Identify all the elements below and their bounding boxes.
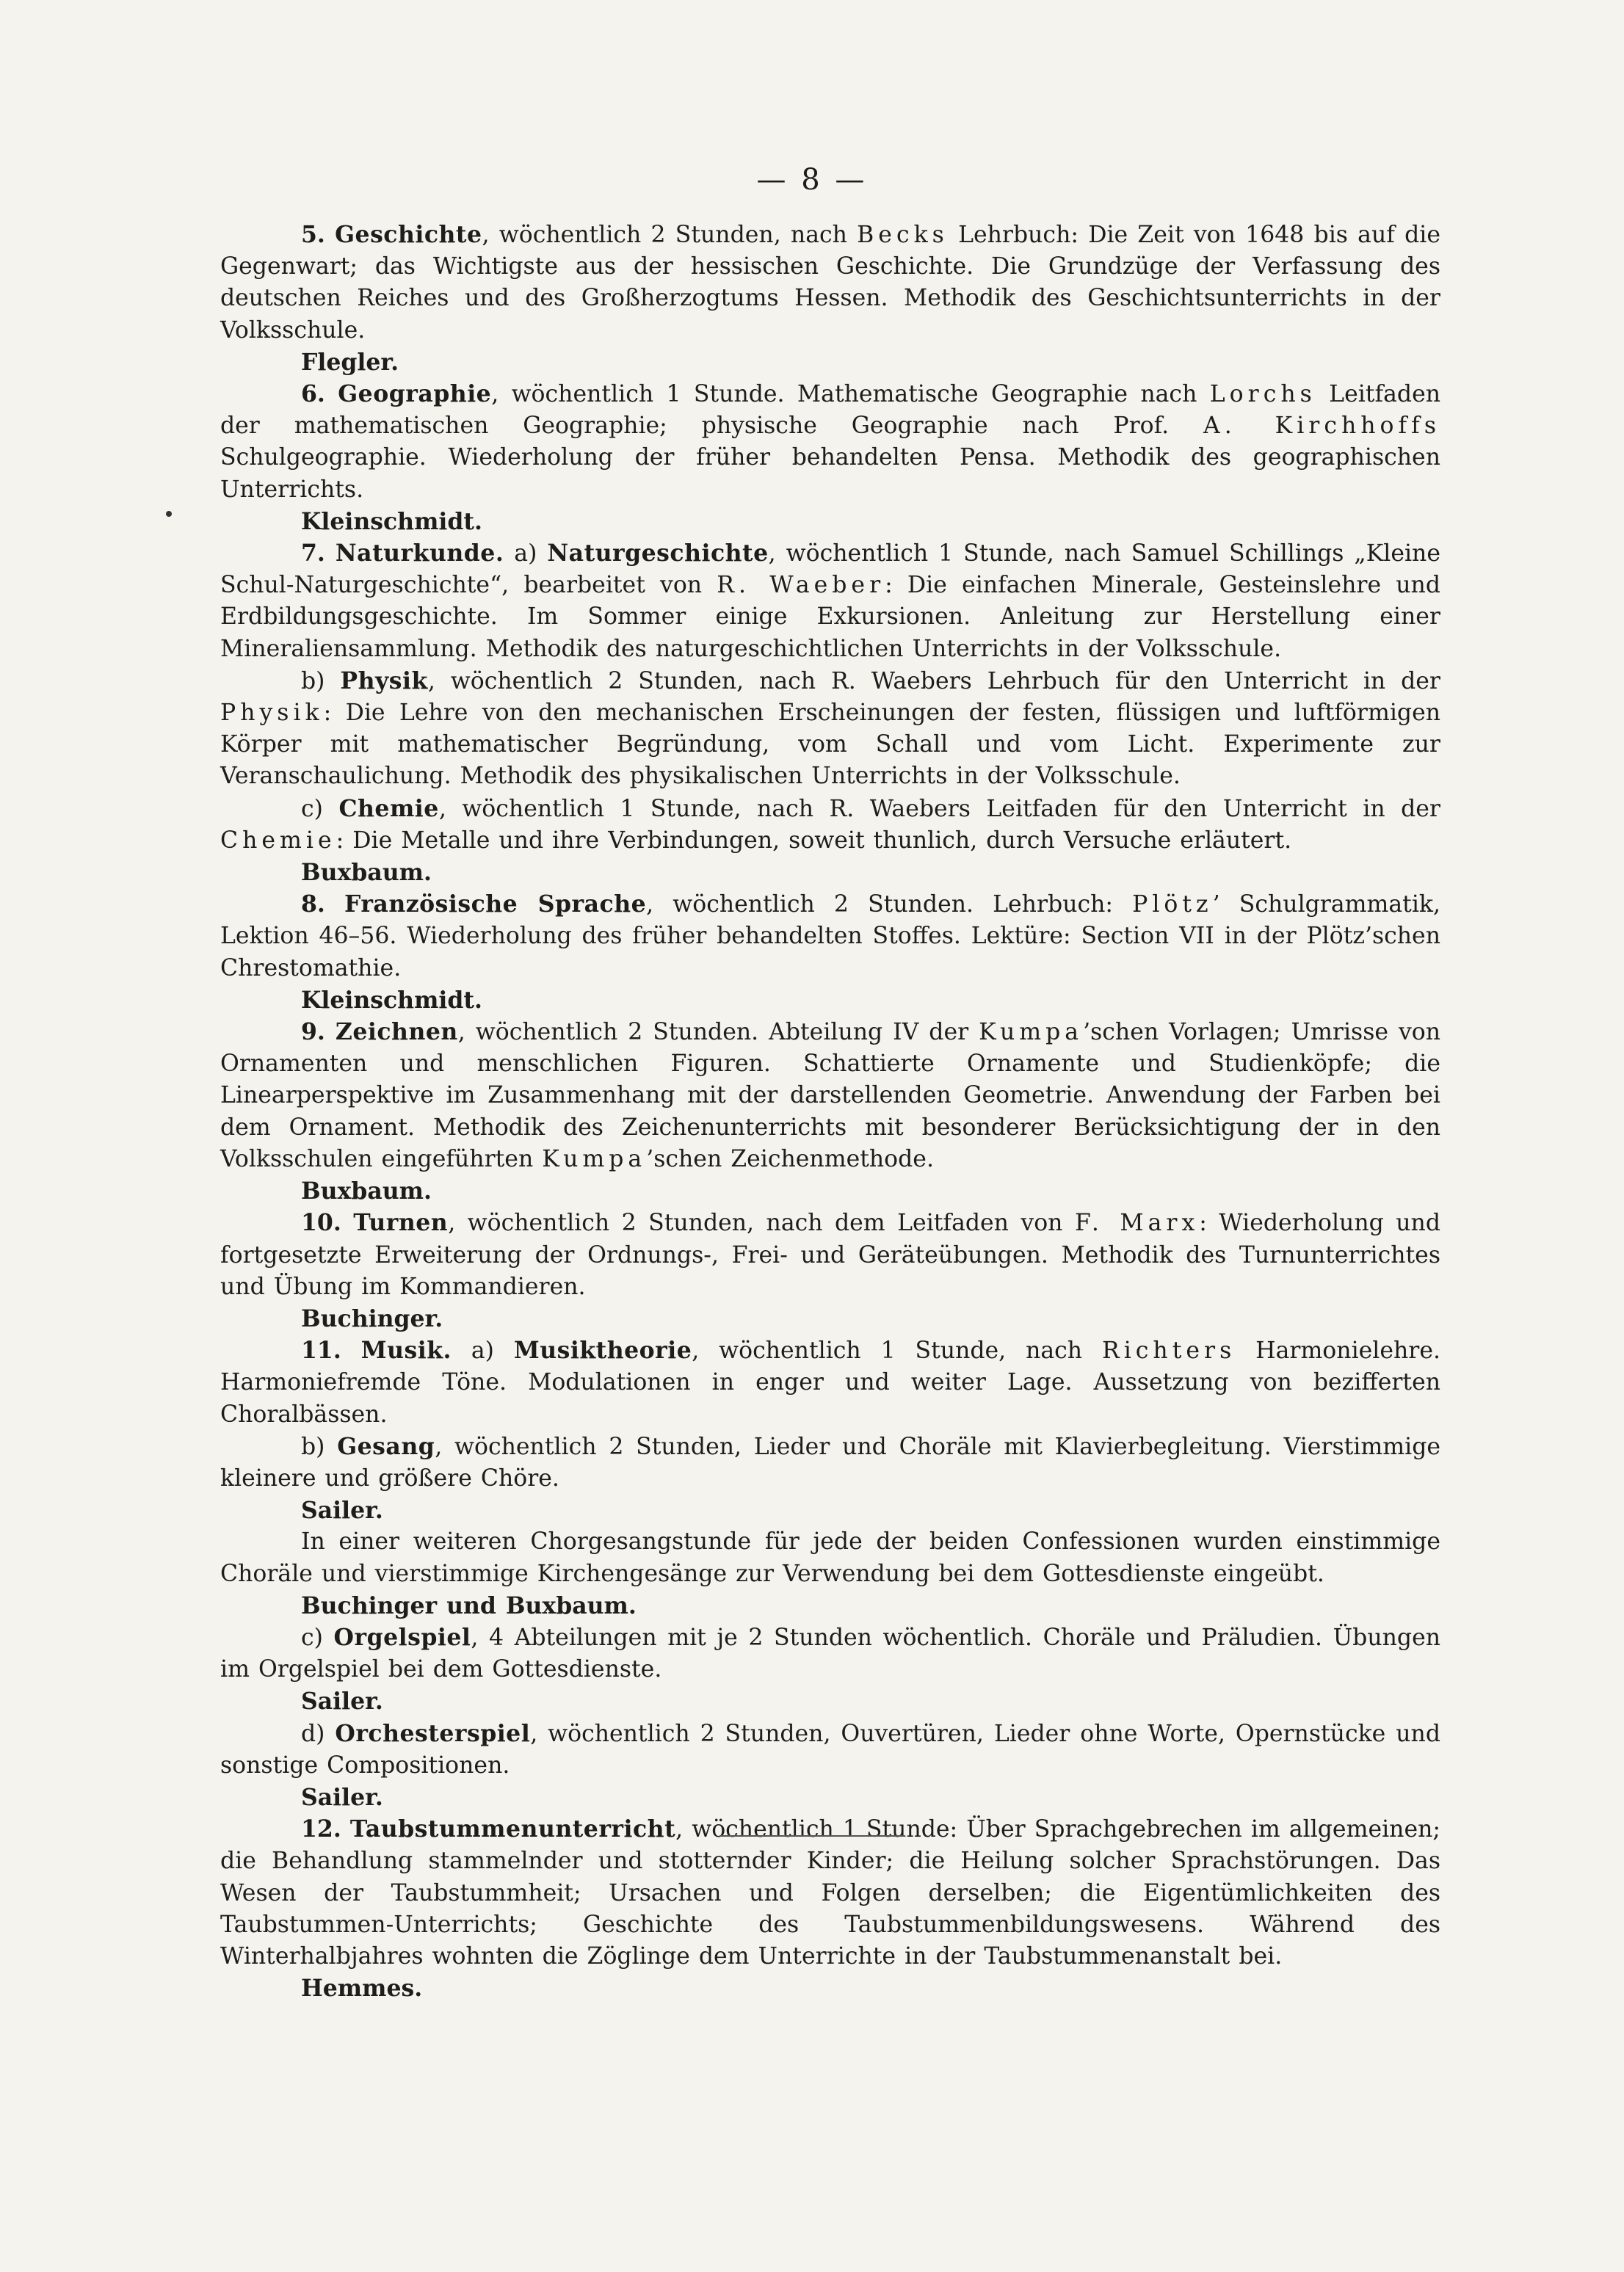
teacher-signature: Buchinger und Buxbaum.	[301, 1592, 637, 1619]
subsection-label: a)	[504, 540, 548, 567]
author-name: Plötz	[1132, 891, 1213, 918]
section-number: 11.	[301, 1337, 341, 1365]
subsection-heading: Musiktheorie	[513, 1337, 692, 1365]
subsection-label: c)	[301, 1624, 334, 1651]
subsection-label: b)	[301, 667, 341, 694]
teacher-signature: Flegler.	[301, 348, 399, 376]
teacher-signature: Hemmes.	[301, 1975, 423, 2003]
section-heading: Taubstummenunterricht	[349, 1815, 676, 1843]
section-text: , wöchentlich 1 Stunde, nach R. Waebers Leitfaden für den Unterricht in der	[438, 795, 1440, 822]
teacher-signature: Kleinschmidt.	[301, 986, 482, 1014]
section-musik-b	[220, 1431, 1440, 1527]
section-text: Harmonielehre. Harmoniefremde Töne. Modulationen in enger und weiter Lage. Aussetzung von bezifferten Choralbässen.	[220, 1338, 1440, 1428]
page-number: — 8 —	[756, 163, 868, 197]
section-text: In einer weiteren Chorgesangstunde für jede der beiden Confessionen wurden einstimmige Choräle und vierstimmige Kirchengesänge zur Verwendung bei dem Gottesdienste eingeübt.	[220, 1528, 1440, 1587]
subsection-heading: Chemie	[338, 794, 439, 822]
subsection-label: c)	[301, 795, 339, 822]
section-text: ’schen Zeichenmethode.	[646, 1145, 934, 1172]
section-text: ’schen Vorlagen; Umrisse von Ornamenten und menschlichen Figuren. Schattierte Ornamente und Studienköpfe; die Linearperspektive im Zusammenhang mit der darstellenden Geometrie. Anwendung der Farben bei dem Ornament. Methodik des Zeichenunterrichts mit besonderer Berücksichtigung der in den Volksschulen eingeführten	[220, 1019, 1441, 1172]
section-musik-b-extra	[220, 1526, 1440, 1622]
teacher-signature: Buxbaum.	[301, 859, 432, 887]
section-turnen	[220, 1207, 1440, 1335]
section-text: : Die einfachen Minerale, Gesteinslehre und Erdbildungsgeschichte. Im Sommer einige Exkursionen. Anleitung zur Herstellung einer Mineraliensammlung. Methodik des naturgeschichtlichen Unterrichts in der Volksschule.	[220, 572, 1441, 662]
section-naturkunde-a	[220, 537, 1440, 665]
section-text: Lehrbuch: Die Zeit von 1648 bis auf die Gegenwart; das Wichtigste aus der hessischen Geschichte. Die Grundzüge der Verfassung des deutschen Reiches und des Großherzogtums Hessen. Methodik des Geschichtsunterrichts in der Volksschule.	[220, 222, 1440, 344]
section-heading: Französische Sprache	[344, 890, 647, 918]
teacher-signature: Buxbaum.	[301, 1177, 432, 1205]
subsection-label: b)	[301, 1433, 338, 1460]
section-taubstummenunterricht	[220, 1813, 1440, 2004]
author-name: A. Kirchhoffs	[1203, 413, 1441, 440]
section-musik-a	[220, 1335, 1440, 1431]
section-text: , wöchentlich 1 Stunde, nach Samuel Schillings „Kleine Schul-Naturgeschichte“, bearbeitet von	[220, 540, 1440, 599]
subsection-label: d)	[301, 1720, 336, 1747]
subject-name: Chemie	[220, 827, 336, 854]
section-text: : Wiederholung und fortgesetzte Erweiterung der Ordnungs-, Frei- und Geräteübungen. Methodik des Turnunterrichtes und Übung im Kommandieren.	[220, 1210, 1440, 1300]
section-text: Leitfaden der mathematischen Geographie; physische Geographie nach Prof.	[220, 381, 1441, 440]
teacher-signature: Sailer.	[301, 1783, 383, 1811]
section-text: , wöchentlich 1 Stunde, nach	[692, 1338, 1102, 1365]
section-text: : Die Lehre von den mechanischen Erscheinungen der festen, flüssigen und luftförmigen Körper mit mathematischer Begründung, vom Schall und vom Licht. Experimente zur Veranschaulichung. Methodik des physikalischen Unterrichts in der Volksschule.	[220, 700, 1440, 790]
teacher-signature: Sailer.	[301, 1497, 383, 1525]
section-text: , wöchentlich 1 Stunde. Mathematische Geographie nach	[491, 381, 1210, 408]
section-number: 5.	[301, 221, 325, 248]
section-musik-c	[220, 1622, 1440, 1718]
section-franzoesisch	[220, 888, 1440, 1016]
section-number: 9.	[301, 1018, 325, 1046]
section-text: , wöchentlich 1 Stunde: Über Sprachgebrechen im allgemeinen; die Behandlung stammelnder und stotternder Kinder; die Heilung solcher Sprachstörungen. Das Wesen der Taubstummheit; Ursachen und Folgen derselben; die Eigentümlichkeiten des Taubstummen-Unterrichts; Geschichte des Taubstummenbildungswesens. Während des Winterhalbjahres wohnten die Zöglinge dem Unterrichte in der Taubstummenanstalt bei.	[220, 1816, 1440, 1970]
section-number: 6.	[301, 380, 325, 408]
section-heading: Geschichte	[335, 221, 482, 248]
section-text: ’ Schulgrammatik, Lektion 46–56. Wiederholung des früher behandelten Stoffes. Lektüre: Section VII in der Plötz’schen Chrestomathie.	[220, 891, 1440, 981]
subsection-heading: Orgelspiel	[333, 1623, 471, 1651]
section-text: , 4 Abteilungen mit je 2 Stunden wöchentlich. Choräle und Präludien. Übungen im Orgelspiel bei dem Gottesdienste.	[220, 1624, 1440, 1683]
section-naturkunde-c	[220, 793, 1440, 889]
teacher-signature: Buchinger.	[301, 1304, 443, 1332]
section-geographie	[220, 378, 1440, 537]
margin-dot	[166, 511, 172, 517]
section-text: , wöchentlich 2 Stunden, nach R. Waebers Lehrbuch für den Unterricht in der	[427, 667, 1440, 694]
section-number: 12.	[301, 1815, 341, 1843]
section-heading: Naturkunde.	[335, 540, 504, 567]
section-text: Schulgeographie. Wiederholung der früher behandelten Pensa. Methodik des geographischen Unterrichts.	[220, 444, 1440, 503]
section-text: , wöchentlich 2 Stunden, Lieder und Choräle mit Klavierbegleitung. Vierstimmige kleinere und größere Chöre.	[220, 1433, 1441, 1492]
author-name: R. Waeber	[717, 572, 885, 599]
author-name: F. Marx	[1074, 1210, 1200, 1237]
section-heading: Zeichnen	[335, 1018, 458, 1046]
subsection-heading: Orchesterspiel	[335, 1719, 531, 1747]
section-number: 8.	[301, 890, 325, 918]
subsection-heading: Gesang	[337, 1432, 435, 1460]
section-zeichnen	[220, 1016, 1440, 1207]
section-text: , wöchentlich 2 Stunden. Lehrbuch:	[646, 891, 1133, 918]
section-text: , wöchentlich 2 Stunden, nach dem Leitfaden von	[448, 1210, 1075, 1237]
section-heading: Turnen	[353, 1209, 449, 1237]
section-text: : Die Metalle und ihre Verbindungen, soweit thunlich, durch Versuche erläutert.	[336, 827, 1292, 854]
subsection-heading: Physik	[340, 667, 428, 694]
subsection-label: a)	[451, 1338, 514, 1365]
closing-rule	[719, 1835, 905, 1837]
section-text: , wöchentlich 2 Stunden, Ouvertüren, Lieder ohne Worte, Opernstücke und sonstige Compositionen.	[220, 1720, 1440, 1779]
author-name: Becks	[857, 222, 949, 248]
author-name: Kumpa	[979, 1019, 1084, 1046]
author-name: Kumpa	[542, 1145, 647, 1172]
section-heading: Musik.	[360, 1337, 452, 1365]
subsection-heading: Naturgeschichte	[547, 540, 769, 567]
teacher-signature: Kleinschmidt.	[301, 507, 482, 535]
section-number: 10.	[301, 1209, 341, 1237]
author-name: Lorchs	[1209, 381, 1316, 408]
section-heading: Geographie	[338, 380, 492, 408]
section-text: , wöchentlich 2 Stunden. Abteilung IV der	[457, 1019, 979, 1046]
author-name: Richters	[1101, 1338, 1236, 1365]
page-body	[220, 219, 1440, 2004]
section-musik-d	[220, 1718, 1440, 1814]
section-geschichte	[220, 219, 1440, 378]
subject-name: Physik	[220, 700, 324, 727]
teacher-signature: Sailer.	[301, 1688, 383, 1716]
section-naturkunde-b	[220, 665, 1440, 793]
section-number: 7.	[301, 540, 325, 567]
section-text: , wöchentlich 2 Stunden, nach	[482, 222, 858, 248]
